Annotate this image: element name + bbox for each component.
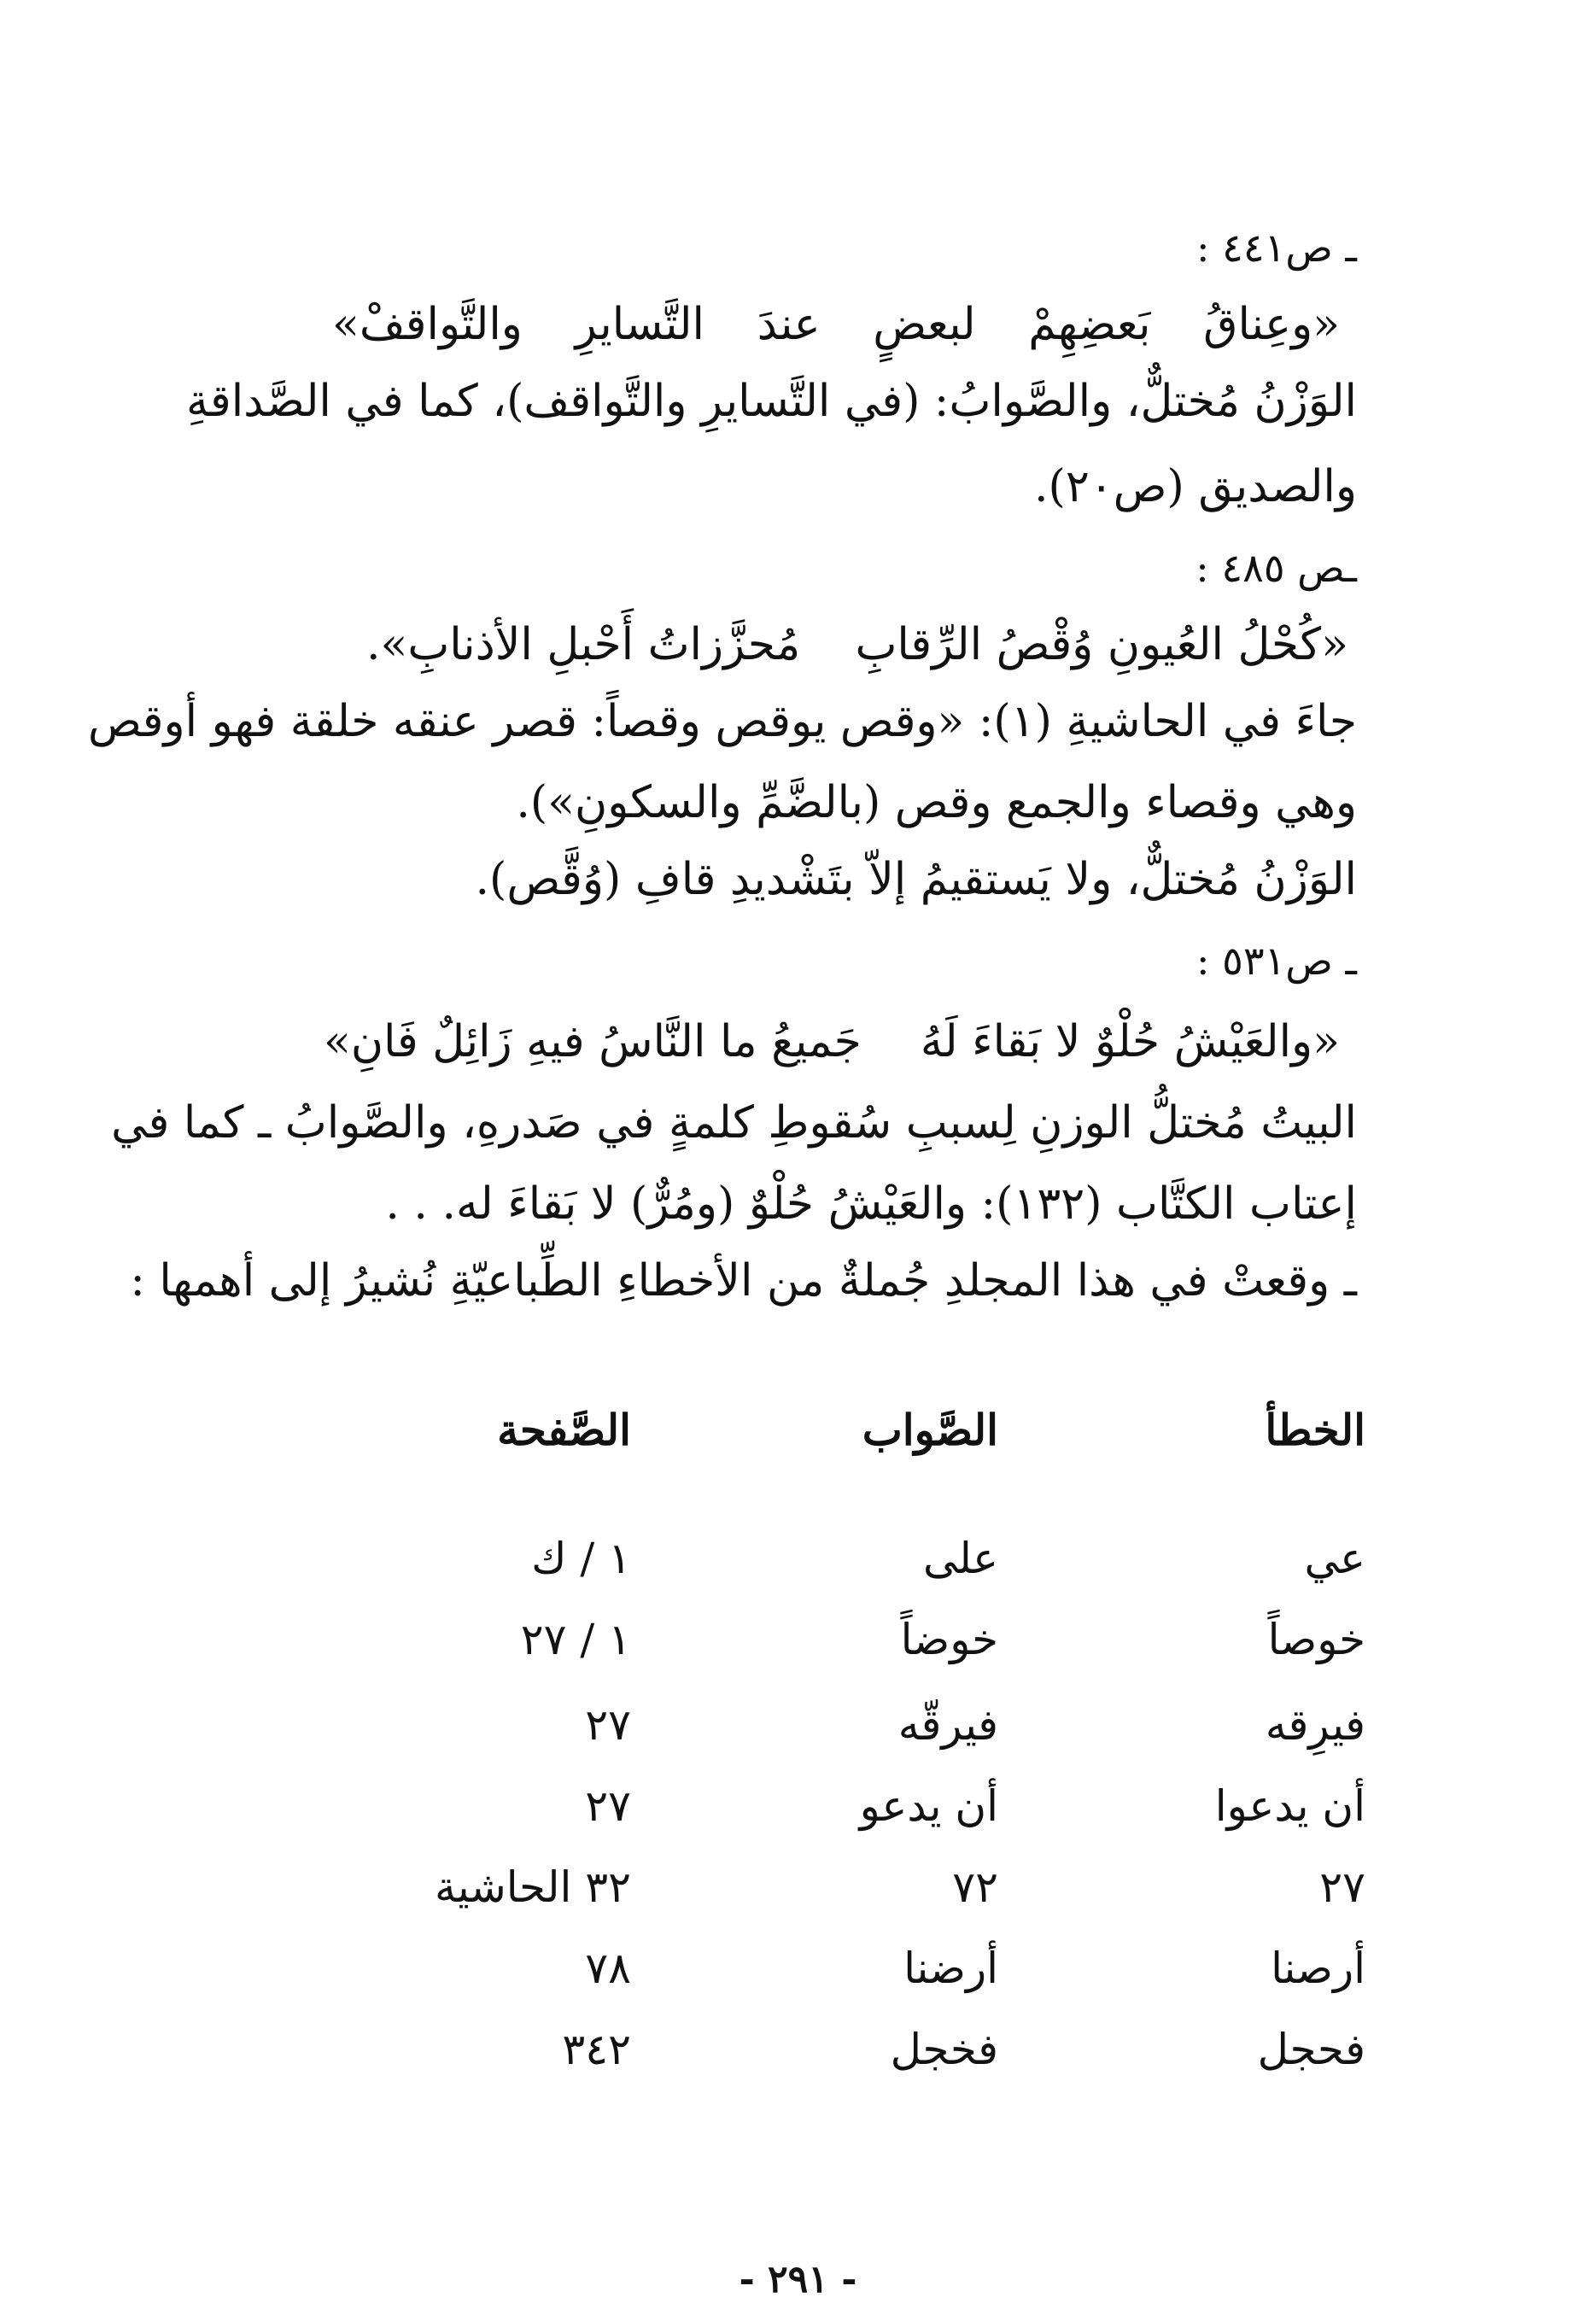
table-cell-correct: أن يدعو xyxy=(859,1781,998,1831)
table-cell-page: ٢٧ xyxy=(585,1781,631,1831)
table-cell-error: عي xyxy=(1304,1534,1365,1583)
verse-1-word: والتَّواقفْ» xyxy=(332,299,523,350)
section-heading-3: ـ ص٥٣١ : xyxy=(1196,938,1357,984)
table-cell-error: أن يدعوا xyxy=(1214,1781,1365,1831)
verse-2-hemistich: «كُحْلُ العُيونِ وُقْصُ الرِّقابِ xyxy=(855,619,1348,670)
section-heading-1: ـ ص٤٤١ : xyxy=(1196,225,1357,271)
table-cell-page: ٢٧ xyxy=(585,1700,631,1750)
paragraph-line: الوَزْنُ مُختلٌّ، والصَّوابُ: (في التَّسايرِ والتَّواقف)، كما في الصَّداقةِ xyxy=(186,376,1357,427)
table-cell-correct: على xyxy=(922,1534,998,1583)
table-cell-error: ٢٧ xyxy=(1319,1862,1365,1912)
verse-2 xyxy=(366,611,1348,679)
verse-1-word: التَّسايرِ xyxy=(575,299,704,350)
errata-intro: ـ وقعتْ في هذا المجلدِ جُملةٌ من الأخطاءِ الطِّباعيّةِ نُشيرُ إلى أهمها : xyxy=(130,1255,1357,1307)
paragraph-line: الوَزْنُ مُختلٌّ، ولا يَستقيمُ إلاّ بتَشْديدِ قافِ (وُقَّص). xyxy=(475,854,1357,905)
paragraph-line: وهي وقصاء والجمع وقص (بالضَّمِّ والسكونِ»). xyxy=(516,777,1357,828)
verse-1-word: لبعضٍ xyxy=(873,299,976,350)
verse-1 xyxy=(332,290,1340,359)
page-number: - ٢٩١ - xyxy=(739,2258,857,2301)
table-cell-page: ٧٨ xyxy=(585,1944,631,1993)
table-cell-page: ١ / ك xyxy=(531,1534,631,1583)
paragraph-line: البيتُ مُختلُّ الوزنِ لِسببِ سُقوطِ كلمةٍ في صَدرهِ، والصَّوابُ ـ كما في xyxy=(111,1097,1357,1149)
verse-1-word: بَعضِهِمْ xyxy=(1028,299,1151,350)
verse-3-hemistich: «والعَيْشُ حُلْوٌ لا بَقاءَ لَهُ xyxy=(920,1016,1340,1067)
paragraph-line: إعتاب الكتَّاب (١٣٢): والعَيْشُ حُلْوٌ (ومُرٌّ) لا بَقاءَ له. . . xyxy=(385,1178,1357,1230)
section-heading-2: ـص ٤٨٥ : xyxy=(1196,545,1357,591)
table-cell-correct: أرضنا xyxy=(903,1944,998,1993)
table-cell-page: ٣٤٢ xyxy=(562,2025,631,2074)
table-cell-error: خوصاً xyxy=(1267,1615,1365,1664)
paragraph-line: جاءَ في الحاشيةِ (١): «وقص يوقص وقصاً: قصر عنقه خلقة فهو أوقص xyxy=(87,696,1357,747)
verse-1-word: «وعِناقُ xyxy=(1203,299,1340,350)
table-cell-correct: ٧٢ xyxy=(952,1862,998,1912)
table-cell-error: فيرِقه xyxy=(1265,1700,1365,1750)
verse-2-hemistich: مُحزَّزاتُ أَحْبلِ الأذنابِ». xyxy=(366,619,801,670)
table-header-correct: الصَّواب xyxy=(862,1405,998,1455)
verse-1-word: عندَ xyxy=(757,299,821,350)
table-cell-correct: خوضاً xyxy=(900,1615,998,1664)
verse-3-hemistich: جَميعُ ما النَّاسُ فيهِ زَائِلٌ فَانِ» xyxy=(324,1016,862,1067)
table-cell-page: ١ / ٢٧ xyxy=(520,1615,631,1664)
table-cell-error: أرصنا xyxy=(1271,1944,1365,1993)
table-cell-correct: فخجل xyxy=(890,2025,998,2074)
verse-3 xyxy=(324,1008,1340,1076)
table-cell-error: فحجل xyxy=(1257,2025,1365,2074)
table-header-page: الصَّفحة xyxy=(497,1405,631,1455)
table-header-error: الخطأ xyxy=(1265,1405,1365,1455)
paragraph-line: والصديق (ص٢٠). xyxy=(1033,461,1357,512)
table-cell-correct: فيرقّه xyxy=(897,1700,998,1750)
table-cell-page: ٣٢ الحاشية xyxy=(434,1862,631,1912)
